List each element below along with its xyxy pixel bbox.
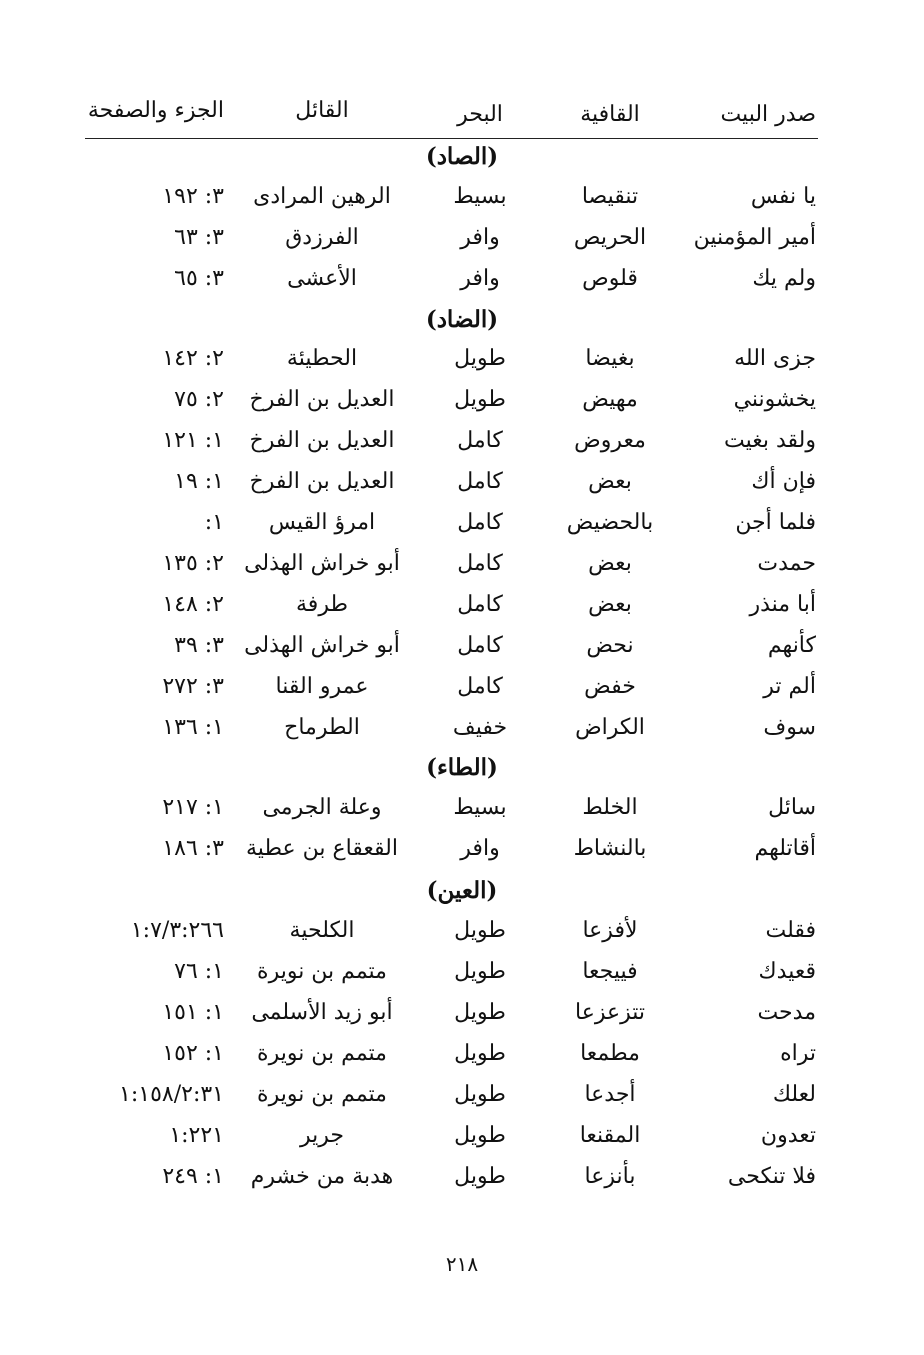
row-juz: ١: ١٣٦ [162,715,224,740]
row-bahr: كامل [457,633,503,658]
row-bahr: كامل [457,592,503,617]
row-qafiya: بعض [588,551,632,576]
row-qail: الطرماح [284,715,360,740]
row-qafiya: نحض [586,633,634,658]
row-bahr: طويل [454,1041,506,1066]
row-sadr: جزى الله [734,346,816,371]
row-qail: أبو خراش الهذلى [244,633,400,658]
row-qail: جرير [300,1123,344,1148]
row-qail: العديل بن الفرخ [249,469,395,494]
row-qail: طرفة [296,592,348,617]
row-bahr: طويل [454,1000,506,1025]
row-qail: عمرو القنا [275,674,369,699]
row-qail: العديل بن الفرخ [249,428,395,453]
section-heading: (الصاد) [425,143,499,170]
row-bahr: كامل [457,551,503,576]
row-sadr: قعيدك [758,959,816,984]
row-sadr: أمير المؤمنين [693,225,816,250]
row-bahr: بسيط [453,184,507,209]
row-sadr: مدحت [757,1000,816,1025]
row-qafiya: الكراض [575,715,645,740]
row-qafiya: تنقيصا [581,184,639,209]
row-bahr: كامل [457,510,503,535]
row-juz: ٢: ١٤٢ [162,346,224,371]
row-sadr: سوف [763,715,816,740]
row-juz: ٣: ١٨٦ [162,836,224,861]
row-juz: ١:٧/٣:٢٦٦ [130,918,224,943]
row-qafiya: معروض [574,428,646,453]
row-sadr: لعلك [772,1082,816,1107]
header-qail: القائل [295,98,349,123]
header-juz: الجزء والصفحة [87,98,224,123]
row-sadr: ألم تر [763,674,816,699]
row-qafiya: بعض [588,469,632,494]
row-qafiya: بغيضا [585,346,635,371]
row-juz: ١: ٢٤٩ [162,1164,224,1189]
row-qail: امرؤ القيس [268,510,376,535]
row-bahr: طويل [454,918,506,943]
row-qafiya: بالحضيض [566,510,654,535]
row-juz: ٣: ١٩٢ [162,184,224,209]
row-qafiya: مهيض [582,387,638,412]
row-bahr: طويل [454,959,506,984]
row-juz: ١:٢٢١ [169,1123,224,1148]
row-qail: متمم بن نويرة [257,959,387,984]
row-bahr: كامل [457,674,503,699]
row-qail: الرهين المرادى [253,184,391,209]
row-sadr: تراه [780,1041,816,1066]
row-juz: ٣: ٢٧٢ [162,674,224,699]
section-heading: (الطاء) [426,754,498,781]
row-qafiya: بعض [588,592,632,617]
row-qafiya: المقنعا [579,1123,641,1148]
row-juz: ١: ١٩ [174,469,224,494]
row-juz: ٣: ٦٣ [174,225,224,250]
row-qafiya: لأفزعا [582,918,638,943]
row-qail: متمم بن نويرة [257,1082,387,1107]
row-qail: هدبة من خشرم [250,1164,394,1189]
row-sadr: أبا منذر [749,592,816,617]
row-sadr: ولم يك [752,266,816,291]
row-juz: ٣: ٦٥ [174,266,224,291]
row-juz: ١: ١٥٢ [162,1041,224,1066]
row-qafiya: الحريص [573,225,647,250]
row-juz: ٢: ١٣٥ [162,551,224,576]
row-juz: ١: ١٢١ [162,428,224,453]
row-bahr: وافر [460,225,500,250]
row-qail: الفرزدق [285,225,359,250]
header-qafiya: القافية [580,102,640,127]
row-qafiya: فييجعا [582,959,638,984]
row-sadr: فقلت [765,918,816,943]
row-qafiya: الخلط [582,795,638,820]
row-bahr: طويل [454,346,506,371]
row-qafiya: تتزعزعا [575,1000,645,1025]
row-juz: ٢: ٧٥ [174,387,224,412]
row-sadr: سائل [768,795,816,820]
row-sadr: كأنهم [767,633,816,658]
row-bahr: طويل [454,1082,506,1107]
header-bahr: البحر [457,102,503,127]
row-juz: ١: ٧٦ [174,959,224,984]
row-qafiya: بالنشاط [573,836,647,861]
section-heading: (الضاد) [425,306,499,333]
row-bahr: طويل [454,387,506,412]
row-qail: وعلة الجرمى [262,795,382,820]
row-qafiya: خفض [584,674,636,699]
row-sadr: فلا تنكحى [727,1164,816,1189]
row-sadr: أقاتلهم [754,836,816,861]
row-qail: أبو خراش الهذلى [244,551,400,576]
section-heading: (العين) [426,877,498,904]
row-sadr: تعدون [760,1123,816,1148]
row-juz: ١:١٥٨/٢:٣١ [119,1082,224,1107]
row-bahr: بسيط [453,795,507,820]
row-sadr: يخشونني [733,387,816,412]
row-qail: الأعشى [287,266,357,291]
row-qafiya: قلوص [582,266,638,291]
row-juz: ٣: ٣٩ [174,633,224,658]
header-sadr: صدر البيت [720,102,816,127]
row-bahr: كامل [457,469,503,494]
row-sadr: فلما أجن [735,510,816,535]
row-qail: العديل بن الفرخ [249,387,395,412]
row-qail: الحطيئة [286,346,358,371]
row-sadr: يا نفس [750,184,816,209]
row-qafiya: بأنزعا [584,1164,636,1189]
row-qafiya: مطمعا [580,1041,640,1066]
row-bahr: خفيف [452,715,508,740]
row-bahr: وافر [460,836,500,861]
row-bahr: كامل [457,428,503,453]
row-bahr: طويل [454,1164,506,1189]
row-qail: متمم بن نويرة [257,1041,387,1066]
row-juz: ١: ٢١٧ [162,795,224,820]
row-qail: أبو زيد الأسلمى [251,1000,393,1025]
row-juz: ١: [204,510,224,535]
row-bahr: طويل [454,1123,506,1148]
row-sadr: حمدت [757,551,816,576]
row-sadr: ولقد بغيت [724,428,816,453]
row-juz: ٢: ١٤٨ [162,592,224,617]
row-qafiya: أجدعا [584,1082,636,1107]
row-bahr: وافر [460,266,500,291]
row-qail: الكلحية [289,918,355,943]
row-juz: ١: ١٥١ [162,1000,224,1025]
page-number: ٢١٨ [445,1252,479,1276]
header-divider [85,138,818,139]
row-qail: القعقاع بن عطية [246,836,398,861]
row-sadr: فإن أك [751,469,816,494]
